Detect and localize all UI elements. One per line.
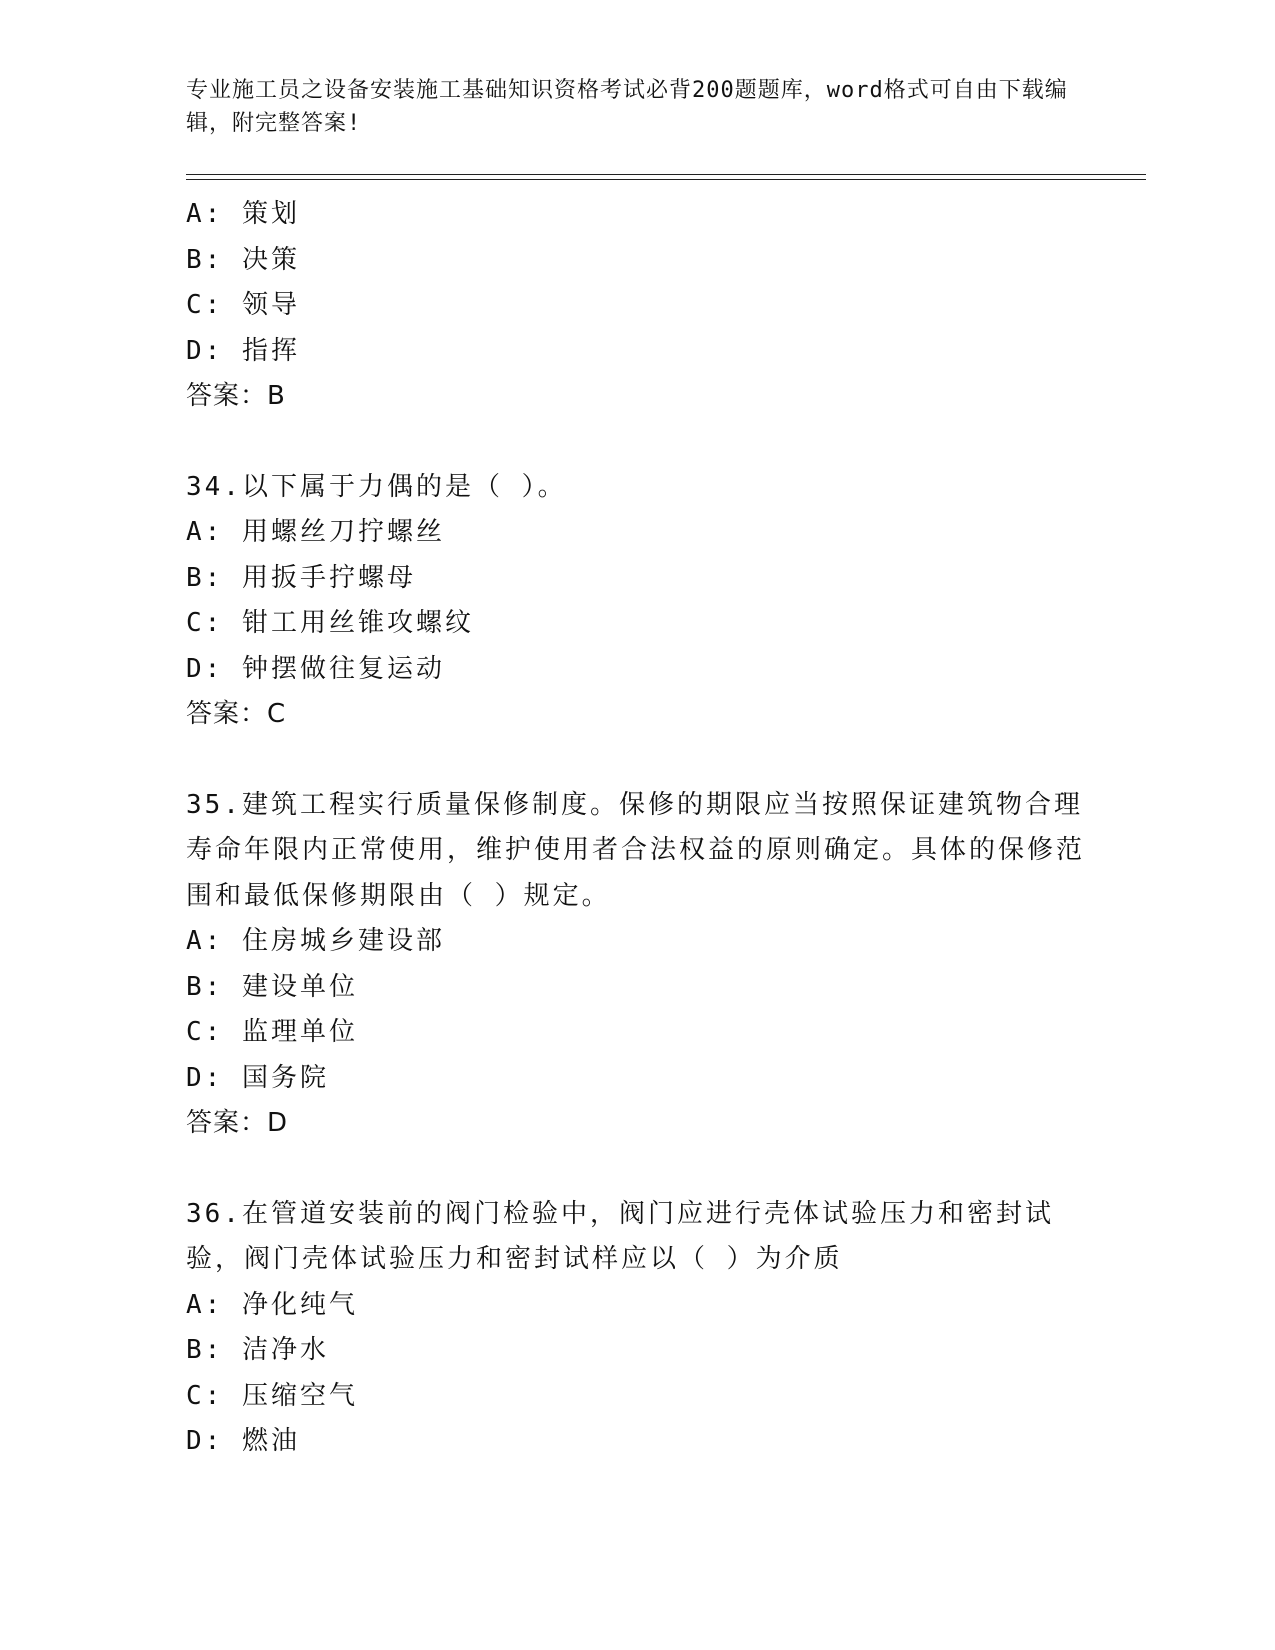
question-text: 36.在管道安装前的阀门检验中，阀门应进行壳体试验压力和密封试验，阀门壳体试验压力和密封试样应以（ ）为介质 [186, 1198, 1054, 1274]
question-36-block [186, 1192, 1086, 1465]
question-35-block [186, 783, 1086, 1147]
question-33-block [186, 192, 1086, 420]
header-rule-bottom [186, 179, 1146, 180]
option-a: A: 策划 [186, 199, 300, 229]
option-d: D: 指挥 [186, 335, 300, 366]
option-b: B: 用扳手拧螺母 [186, 562, 416, 593]
question-34-block [186, 465, 1086, 738]
option-d: D: 燃油 [186, 1426, 300, 1456]
option-b: B: 决策 [186, 244, 300, 275]
header-rule-top [186, 174, 1146, 175]
option-d: D: 国务院 [186, 1062, 329, 1093]
option-a: A: 用螺丝刀拧螺丝 [186, 517, 445, 547]
option-c: C: 监理单位 [186, 1017, 358, 1047]
question-text: 35.建筑工程实行质量保修制度。保修的期限应当按照保证建筑物合理寿命年限内正常使用，维护使用者合法权益的原则确定。具体的保修范围和最低保修期限由（ ）规定。 [186, 789, 1086, 911]
option-a: A: 住房城乡建设部 [186, 926, 445, 956]
answer-line: 答案：C [186, 699, 287, 729]
answer-line: 答案：D [186, 1108, 289, 1138]
document-header: 专业施工员之设备安装施工基础知识资格考试必背200题题库，word格式可自由下载编辑，附完整答案! [186, 78, 1068, 136]
option-c: C: 压缩空气 [186, 1380, 358, 1411]
question-text: 34.以下属于力偶的是（ ）。 [186, 471, 567, 502]
option-c: C: 钳工用丝锥攻螺纹 [186, 608, 474, 638]
option-c: C: 领导 [186, 290, 300, 320]
answer-line: 答案：B [186, 381, 286, 411]
option-b: B: 洁净水 [186, 1335, 329, 1365]
option-b: B: 建设单位 [186, 971, 358, 1002]
option-a: A: 净化纯气 [186, 1289, 358, 1320]
question-list [186, 192, 1086, 1465]
option-d: D: 钟摆做往复运动 [186, 653, 445, 684]
